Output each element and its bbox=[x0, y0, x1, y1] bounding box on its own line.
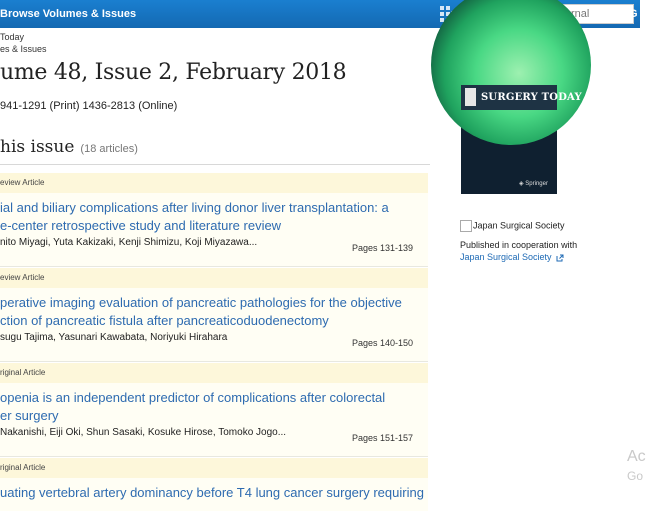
published-note: Published in cooperation with bbox=[460, 240, 578, 250]
article-item bbox=[0, 363, 428, 457]
society-logo-alt: Japan Surgical Society bbox=[473, 220, 565, 231]
article-item bbox=[0, 458, 428, 511]
article-type: riginal Article bbox=[0, 363, 428, 383]
springer-label: Springer bbox=[525, 181, 548, 187]
springer-logo: ◈ Springer bbox=[519, 181, 548, 187]
activation-watermark-subtext: Go bbox=[627, 469, 644, 483]
article-authors: sugu Tajima, Yasunari Kawabata, Noriyuki Hirahara bbox=[0, 332, 228, 343]
article-type: eview Article bbox=[0, 268, 428, 288]
cover-title: SURGERY TODAY bbox=[481, 92, 582, 103]
browse-volumes-link[interactable]: Browse Volumes & Issues bbox=[0, 8, 137, 20]
article-item bbox=[0, 173, 428, 267]
article-title-link[interactable]: ction of pancreatic fistula after pancreaticoduodenectomy bbox=[0, 313, 329, 328]
article-count: (18 articles) bbox=[80, 143, 138, 155]
society-link[interactable] bbox=[460, 252, 564, 262]
article-authors: Nakanishi, Eiji Oki, Shun Sasaki, Kosuke Hirose, Tomoko Jogo... bbox=[0, 427, 287, 438]
globe-graphic bbox=[431, 0, 591, 145]
article-type: riginal Article bbox=[0, 458, 428, 478]
article-title-link[interactable]: er surgery bbox=[0, 408, 59, 423]
article-title-link[interactable]: perative imaging evaluation of pancreatic pathologies for the objective bbox=[0, 295, 402, 310]
breadcrumb-volumes[interactable]: es & Issues bbox=[0, 44, 47, 54]
breadcrumb-journal[interactable]: Today bbox=[0, 32, 25, 42]
article-title-link[interactable]: uating vertebral artery dominancy before T4 lung cancer surgery requiring bbox=[0, 485, 424, 500]
article-authors: nito Miyagi, Yuta Kakizaki, Kenji Shimizu, Koji Miyazawa... bbox=[0, 237, 258, 248]
journal-cover-image[interactable] bbox=[461, 30, 582, 194]
article-title-link[interactable]: e-center retrospective study and literature review bbox=[0, 218, 282, 233]
external-link-icon bbox=[556, 254, 564, 262]
divider bbox=[0, 164, 430, 165]
activation-watermark: Ac bbox=[627, 448, 646, 465]
article-item bbox=[0, 268, 428, 362]
society-logo bbox=[460, 220, 565, 232]
search-button[interactable]: G bbox=[629, 8, 638, 20]
article-pages: Pages 131-139 bbox=[352, 243, 414, 253]
page-title: ume 48, Issue 2, February 2018 bbox=[0, 60, 347, 85]
broken-image-icon bbox=[460, 220, 472, 232]
article-type: eview Article bbox=[0, 173, 428, 193]
issue-heading bbox=[0, 137, 138, 157]
article-title-link[interactable]: ial and biliary complications after living donor liver transplantation: a bbox=[0, 200, 389, 215]
article-title-link[interactable]: openia is an independent predictor of complications after colorectal bbox=[0, 390, 386, 405]
issue-heading-label: his issue bbox=[0, 137, 75, 157]
issn-info: 941-1291 (Print) 1436-2813 (Online) bbox=[0, 100, 178, 112]
article-pages: Pages 140-150 bbox=[352, 338, 414, 348]
cover-badge bbox=[465, 88, 476, 106]
society-link-label[interactable]: Japan Surgical Society bbox=[460, 252, 552, 262]
article-pages: Pages 151-157 bbox=[352, 433, 414, 443]
